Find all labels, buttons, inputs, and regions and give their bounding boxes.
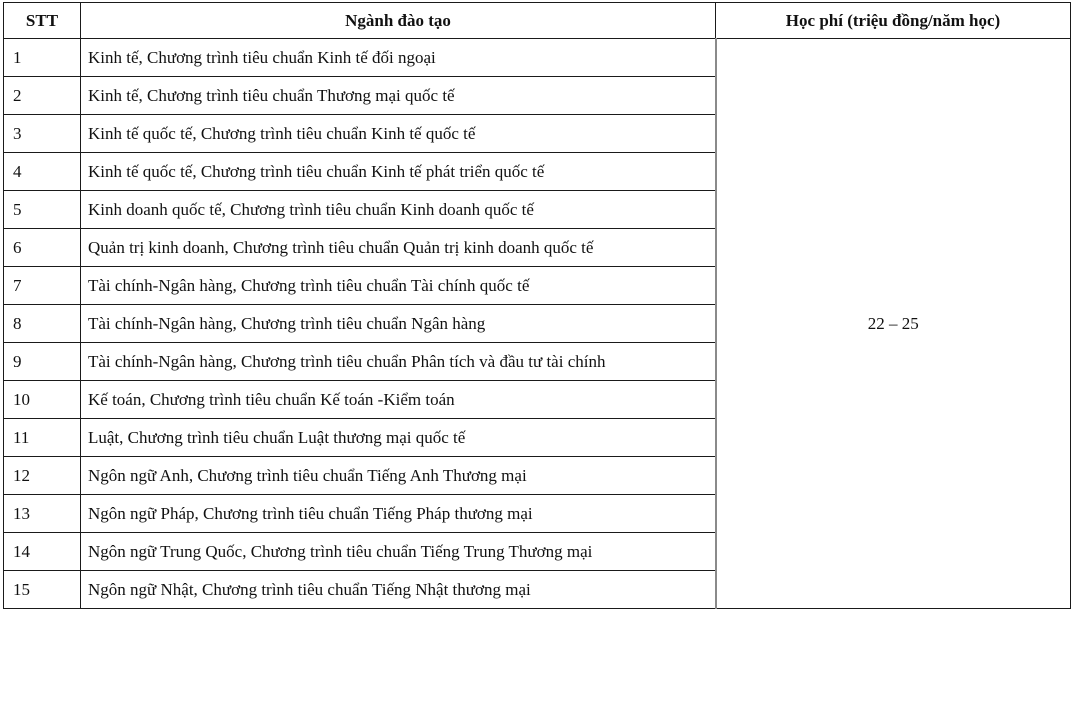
row-major: Tài chính-Ngân hàng, Chương trình tiêu chuẩn Ngân hàng [81,305,716,343]
header-stt: STT [4,3,81,39]
table-row [4,39,1071,77]
row-stt: 4 [4,153,81,191]
row-stt: 3 [4,115,81,153]
fee-value-cell: 22 – 25 [716,39,1071,609]
row-major: Quản trị kinh doanh, Chương trình tiêu chuẩn Quản trị kinh doanh quốc tế [81,229,716,267]
row-major: Kinh tế, Chương trình tiêu chuẩn Kinh tế đối ngoại [81,39,716,77]
row-stt: 2 [4,77,81,115]
row-major: Kinh tế quốc tế, Chương trình tiêu chuẩn Kinh tế quốc tế [81,115,716,153]
row-stt: 1 [4,39,81,77]
header-fee: Học phí (triệu đồng/năm học) [716,3,1071,39]
row-stt: 15 [4,571,81,609]
row-stt: 13 [4,495,81,533]
row-stt: 6 [4,229,81,267]
table-header-row [4,3,1071,39]
row-major: Kế toán, Chương trình tiêu chuẩn Kế toán -Kiểm toán [81,381,716,419]
row-stt: 7 [4,267,81,305]
row-stt: 5 [4,191,81,229]
row-major: Ngôn ngữ Pháp, Chương trình tiêu chuẩn Tiếng Pháp thương mại [81,495,716,533]
row-major: Kinh doanh quốc tế, Chương trình tiêu chuẩn Kinh doanh quốc tế [81,191,716,229]
row-stt: 10 [4,381,81,419]
row-major: Kinh tế quốc tế, Chương trình tiêu chuẩn Kinh tế phát triển quốc tế [81,153,716,191]
row-stt: 9 [4,343,81,381]
row-major: Luật, Chương trình tiêu chuẩn Luật thương mại quốc tế [81,419,716,457]
row-stt: 12 [4,457,81,495]
row-major: Kinh tế, Chương trình tiêu chuẩn Thương mại quốc tế [81,77,716,115]
row-stt: 11 [4,419,81,457]
row-major: Ngôn ngữ Trung Quốc, Chương trình tiêu chuẩn Tiếng Trung Thương mại [81,533,716,571]
row-stt: 8 [4,305,81,343]
row-major: Ngôn ngữ Nhật, Chương trình tiêu chuẩn Tiếng Nhật thương mại [81,571,716,609]
header-major: Ngành đào tạo [81,3,716,39]
row-stt: 14 [4,533,81,571]
tuition-fee-table [3,2,1071,609]
row-major: Tài chính-Ngân hàng, Chương trình tiêu chuẩn Phân tích và đầu tư tài chính [81,343,716,381]
row-major: Ngôn ngữ Anh, Chương trình tiêu chuẩn Tiếng Anh Thương mại [81,457,716,495]
row-major: Tài chính-Ngân hàng, Chương trình tiêu chuẩn Tài chính quốc tế [81,267,716,305]
